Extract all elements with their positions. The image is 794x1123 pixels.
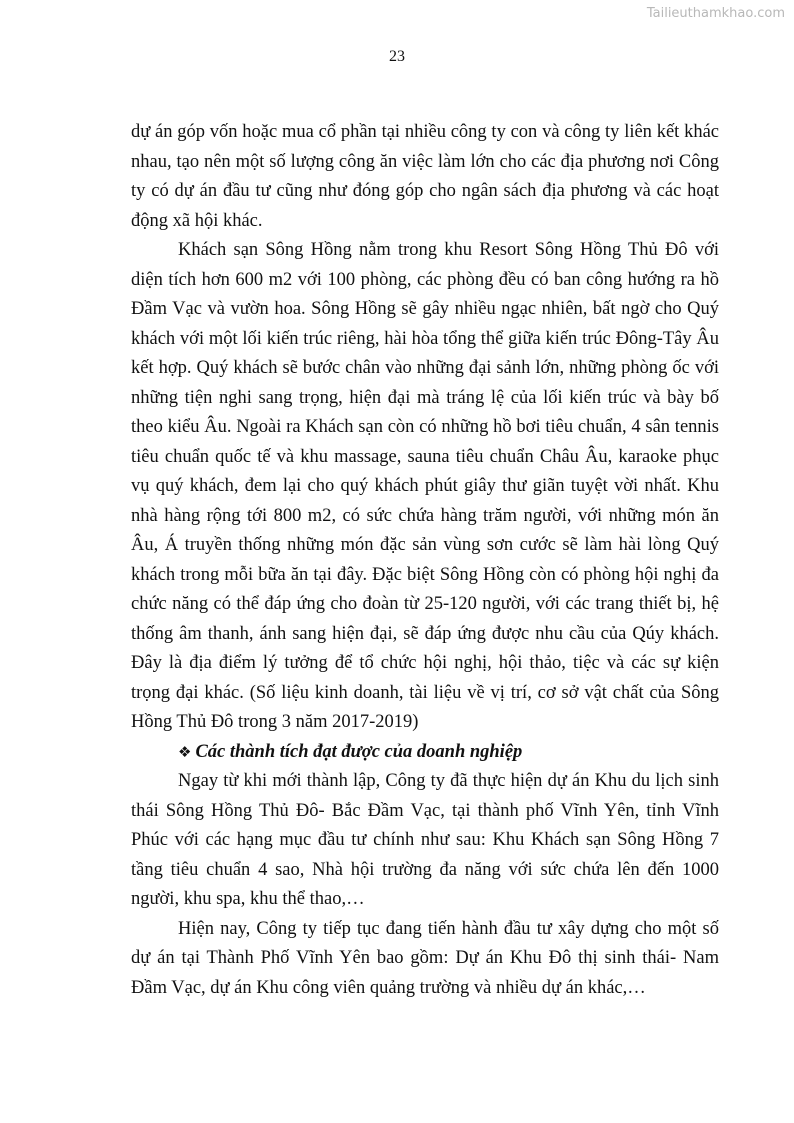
paragraph-3: Ngay từ khi mới thành lập, Công ty đã thực hiện dự án Khu du lịch sinh thái Sông Hồng Thủ Đô- Bắc Đầm Vạc, tại thành phố Vĩnh Yên, tỉnh Vĩnh Phúc với các hạng mục đầu tư chính như sau: Khu Khách sạn Sông Hồng 7 tầng tiêu chuẩn 4 sao, Nhà hội trường đa năng với sức chứa lên đến 1000 người, khu spa, khu thể thao,… xyxy=(131,771,719,909)
watermark: Tailieuthamkhao.com xyxy=(646,6,785,21)
section-heading xyxy=(131,738,719,768)
section-heading-text: Các thành tích đạt được của doanh nghiệp xyxy=(195,741,523,762)
paragraph-1: dự án góp vốn hoặc mua cổ phần tại nhiều công ty con và công ty liên kết khác nhau, tạo nên một số lượng công ăn việc làm lớn cho các địa phương nơi Công ty có dự án đầu tư cũng như đóng góp cho ngân sách địa phương và các hoạt động xã hội khác. xyxy=(131,122,719,231)
paragraph-4: Hiện nay, Công ty tiếp tục đang tiến hành đầu tư xây dựng cho một số dự án tại Thành Phố Vĩnh Yên bao gồm: Dự án Khu Đô thị sinh thái- Nam Đầm Vạc, dự án Khu công viên quảng trường và nhiều dự án khác,… xyxy=(131,918,719,998)
body-text xyxy=(131,118,719,1003)
paragraph-2: Khách sạn Sông Hồng nằm trong khu Resort Sông Hồng Thủ Đô với diện tích hơn 600 m2 với 100 phòng, các phòng đều có ban công hướng ra hồ Đầm Vạc và vườn hoa. Sông Hồng sẽ gây nhiều ngạc nhiên, bất ngờ cho Quý khách với một lối kiến trúc riêng, hài hòa tổng thể giữa kiến trúc Đông-Tây Âu kết hợp. Quý khách sẽ bước chân vào những đại sảnh lớn, những phòng ốc với những tiện nghi sang trọng, hiện đại mà tráng lệ của lối kiến trúc và bày bố theo kiểu Âu. Ngoài ra Khách sạn còn có những hồ bơi tiêu chuẩn, 4 sân tennis tiêu chuẩn quốc tế và khu massage, sauna tiêu chuẩn Châu Âu, karaoke phục vụ quý khách, đem lại cho quý khách phút giây thư giãn tuyệt vời nhất. Khu nhà hàng rộng tới 800 m2, có sức chứa hàng trăm người, với những món ăn Âu, Á truyền thống những món đặc sản vùng sơn cước sẽ làm hài lòng Quý khách trong mỗi bữa ăn tại đây. Đặc biệt Sông Hồng còn có phòng hội nghị đa chức năng có thể đáp ứng cho đoàn từ 25-120 người, với các trang thiết bị, hệ thống âm thanh, ánh sang hiện đại, sẽ đáp ứng được nhu cầu của Qúy khách. Đây là địa điểm lý tưởng để tổ chức hội nghị, hội thảo, tiệc và các sự kiện trọng đại khác. (Số liệu kinh doanh, tài liệu về vị trí, cơ sở vật chất của Sông Hồng Thủ Đô trong 3 năm 2017-2019) xyxy=(131,240,719,732)
diamond-bullet-icon: ❖ xyxy=(178,742,192,761)
page-number: 23 xyxy=(389,48,405,65)
